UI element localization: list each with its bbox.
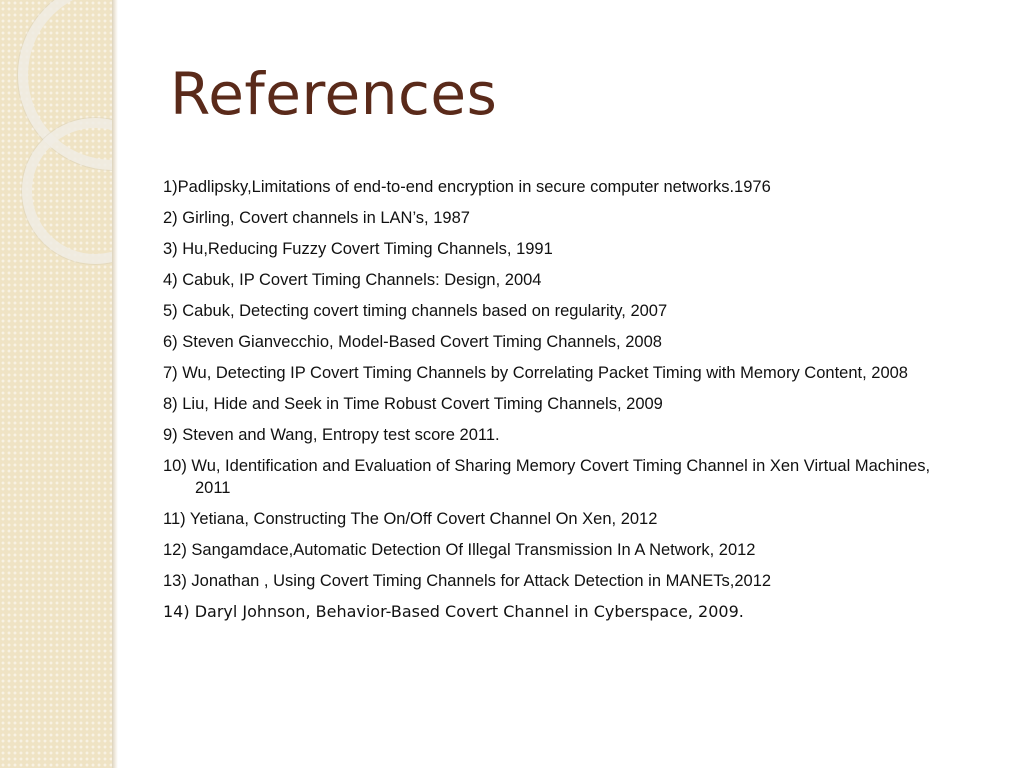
reference-item: 1)Padlipsky,Limitations of end-to-end encryption in secure computer networks.1976 [163, 178, 771, 196]
reference-item: 3) Hu,Reducing Fuzzy Covert Timing Channels, 1991 [163, 240, 553, 258]
slide-title: References [170, 60, 498, 128]
reference-item: 9) Steven and Wang, Entropy test score 2011. [163, 426, 500, 444]
reference-item: 5) Cabuk, Detecting covert timing channels based on regularity, 2007 [163, 302, 668, 320]
reference-item: 2) Girling, Covert channels in LAN’s, 1987 [163, 209, 470, 227]
reference-item: 7) Wu, Detecting IP Covert Timing Channels by Correlating Packet Timing with Memory Content, 2008 [163, 364, 908, 382]
reference-item: 4) Cabuk, IP Covert Timing Channels: Design, 2004 [163, 271, 542, 289]
reference-item: 8) Liu, Hide and Seek in Time Robust Covert Timing Channels, 2009 [163, 395, 663, 413]
reference-item: 12) Sangamdace,Automatic Detection Of Illegal Transmission In A Network, 2012 [163, 541, 756, 559]
sidebar-edge-shadow [112, 0, 118, 768]
reference-item: 11) Yetiana, Constructing The On/Off Covert Channel On Xen, 2012 [163, 510, 658, 528]
decorative-circle [22, 118, 112, 264]
reference-item: 14) Daryl Johnson, Behavior-Based Covert Channel in Cyberspace, 2009. [163, 602, 744, 621]
reference-item: 10) Wu, Identification and Evaluation of Sharing Memory Covert Timing Channel in Xen Virtual Machines, 2011 [163, 457, 931, 497]
reference-item: 6) Steven Gianvecchio, Model-Based Covert Timing Channels, 2008 [163, 333, 662, 351]
reference-list [163, 176, 963, 632]
decorative-sidebar [0, 0, 112, 768]
reference-item: 13) Jonathan , Using Covert Timing Channels for Attack Detection in MANETs,2012 [163, 572, 772, 590]
